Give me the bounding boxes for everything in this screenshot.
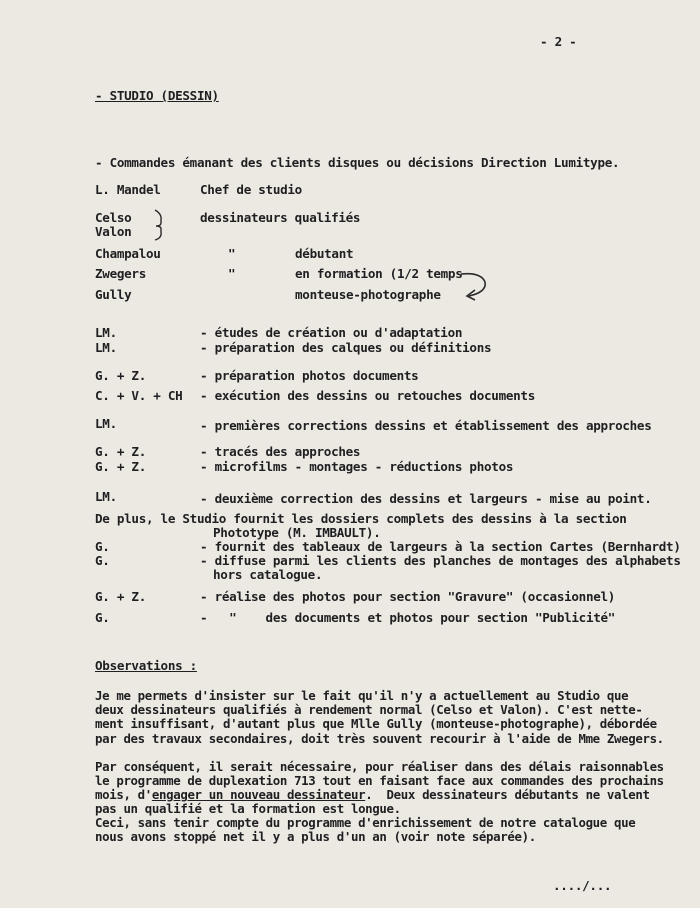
ditto-mark: " xyxy=(228,246,236,261)
paragraph-line: nous avons stoppé net il y a plus d'un an (voir note séparée). xyxy=(95,829,536,844)
brace-mark xyxy=(152,208,166,240)
staff-detail: monteuse-photographe xyxy=(295,287,441,302)
paragraph-line: pas un qualifié et la formation est longue. xyxy=(95,801,401,816)
task-who: G. xyxy=(95,610,110,625)
paragraph-line: le programme de duplexation 713 tout en faisant face aux commandes des prochains xyxy=(95,773,664,788)
staff-name: Valon xyxy=(95,224,132,239)
staff-name: Celso xyxy=(95,210,132,225)
task-what: - diffuse parmi les clients des planches de montages des alphabets xyxy=(200,553,681,568)
paragraph-line: Je me permets d'insister sur le fait qu'il n'y a actuellement au Studio que xyxy=(95,688,629,703)
line-suffix: . Deux dessinateurs débutants ne valent xyxy=(365,787,650,802)
task-who: G. + Z. xyxy=(95,444,146,459)
deplus-line: Phototype (M. IMBAULT). xyxy=(213,525,381,540)
section-title: - STUDIO (DESSIN) xyxy=(95,88,219,103)
staff-detail: débutant xyxy=(295,246,354,261)
staff-detail: en formation (1/2 temps xyxy=(295,266,463,281)
staff-name: Gully xyxy=(95,287,132,302)
task-who: LM. xyxy=(95,489,117,504)
staff-role: dessinateurs qualifiés xyxy=(200,210,361,225)
task-who: G. xyxy=(95,539,110,554)
task-what: - microfilms - montages - réductions photos xyxy=(200,459,514,474)
paragraph-line: Par conséquent, il serait nécessaire, pour réaliser dans des délais raisonnables xyxy=(95,759,664,774)
paragraph-line: deux dessinateurs qualifiés à rendement normal (Celso et Valon). C'est nette- xyxy=(95,702,643,717)
underlined-phrase: engager un nouveau dessinateur xyxy=(151,787,366,802)
line-prefix: mois, d' xyxy=(95,787,152,802)
paragraph-line: ment insuffisant, d'autant plus que Mlle Gully (monteuse-photographe), débordée xyxy=(95,716,657,731)
staff-name: L. Mandel xyxy=(95,182,161,197)
task-who: LM. xyxy=(95,416,117,431)
staff-name: Zwegers xyxy=(95,266,146,281)
staff-role: Chef de studio xyxy=(200,182,302,197)
task-who: LM. xyxy=(95,325,117,340)
task-what: - " des documents et photos pour section "Publicité" xyxy=(200,610,616,625)
page-number: - 2 - xyxy=(540,34,577,49)
paragraph-line: Ceci, sans tenir compte du programme d'enrichissement de notre catalogue que xyxy=(95,815,636,830)
task-what: - études de création ou d'adaptation xyxy=(200,325,463,340)
task-what: - fournit des tableaux de largeurs à la section Cartes (Bernhardt) xyxy=(200,539,681,554)
task-what: - premières corrections dessins et établissement des approches xyxy=(200,418,652,433)
paragraph-line: par des travaux secondaires, doit très souvent recourir à l'aide de Mme Zwegers. xyxy=(95,731,664,746)
task-what: - deuxième correction des dessins et largeurs - mise au point. xyxy=(200,491,652,506)
task-what: - réalise des photos pour section "Gravure" (occasionnel) xyxy=(200,589,616,604)
task-what: - préparation des calques ou définitions xyxy=(200,340,492,355)
task-what: - tracés des approches xyxy=(200,444,361,459)
task-who: G. + Z. xyxy=(95,368,146,383)
staff-name: Champalou xyxy=(95,246,161,261)
task-what: - préparation photos documents xyxy=(200,368,419,383)
ditto-mark: " xyxy=(228,266,236,281)
paragraph-line xyxy=(95,787,650,802)
task-who: G. xyxy=(95,553,110,568)
observations-heading: Observations : xyxy=(95,658,197,673)
task-who: G. + Z. xyxy=(95,589,146,604)
task-who: C. + V. + CH xyxy=(95,388,183,403)
continuation-mark: ..../... xyxy=(553,878,612,893)
task-who: LM. xyxy=(95,340,117,355)
handwritten-arrow-mark xyxy=(455,268,495,304)
deplus-line: De plus, le Studio fournit les dossiers complets des dessins à la section xyxy=(95,511,627,526)
intro-line: - Commandes émanant des clients disques ou décisions Direction Lumitype. xyxy=(95,155,620,170)
task-who: G. + Z. xyxy=(95,459,146,474)
task-what: - exécution des dessins ou retouches documents xyxy=(200,388,535,403)
task-what: hors catalogue. xyxy=(213,567,323,582)
